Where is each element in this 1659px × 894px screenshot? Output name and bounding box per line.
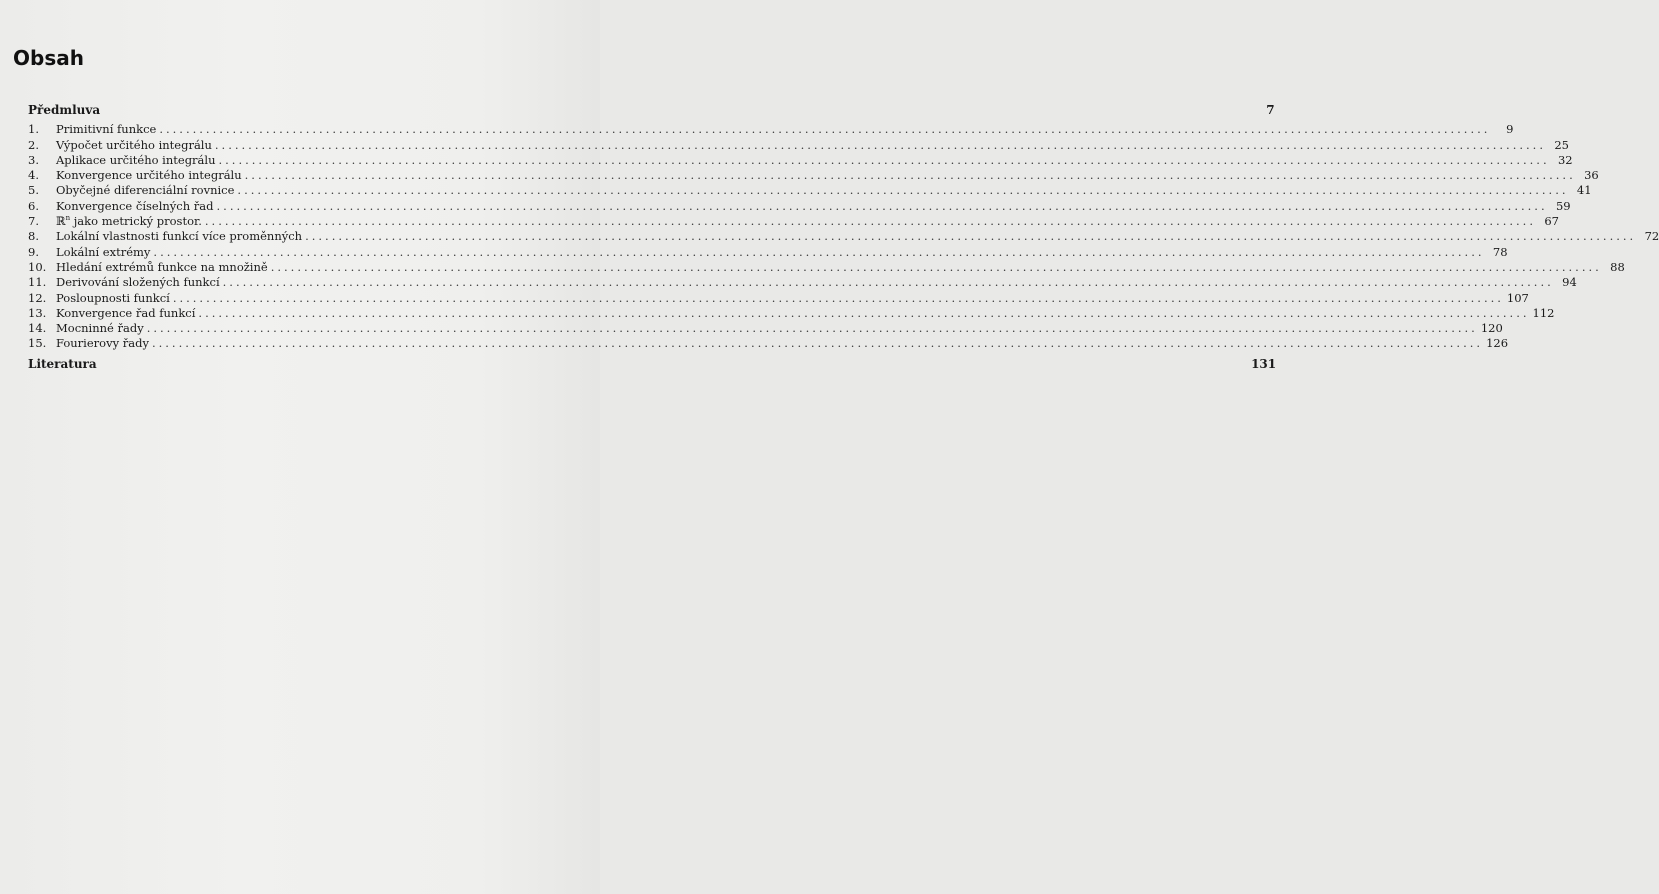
toc-entry-chapter bbox=[28, 229, 1659, 244]
toc-entry-title: Posloupnosti funkcí bbox=[56, 290, 170, 305]
dot-leader: ........................................................................................................................................................................................................ bbox=[216, 198, 1548, 213]
toc-entry-title: Lokální vlastnosti funkcí více proměnných bbox=[56, 229, 303, 244]
toc-entry-number: 11. bbox=[28, 275, 47, 290]
toc-entry-title: Lokální extrémy bbox=[56, 244, 151, 259]
toc-entry-number: 14. bbox=[28, 321, 47, 336]
toc-entry-page: 94 bbox=[1562, 275, 1577, 290]
toc-entry-number: 1. bbox=[28, 122, 39, 137]
toc-entry-literature bbox=[28, 356, 1277, 372]
toc-entry-chapter bbox=[28, 214, 1559, 229]
toc-entry-number: 13. bbox=[28, 305, 47, 320]
dot-leader: ........................................................................................................................................................................................................ bbox=[237, 183, 1569, 198]
toc-entry-page: 120 bbox=[1480, 321, 1503, 336]
toc-entry-page: 107 bbox=[1506, 290, 1529, 305]
toc-entry-title: Obyčejné diferenciální rovnice bbox=[56, 183, 235, 198]
toc-entry-number: 12. bbox=[28, 290, 47, 305]
toc-entry-page: 7 bbox=[1266, 103, 1275, 117]
toc-entry-page: 36 bbox=[1584, 168, 1599, 183]
dot-leader: ........................................................................................................................................................................................................ bbox=[270, 259, 1602, 274]
toc-entry-number: 2. bbox=[28, 137, 39, 152]
toc-entry-chapter bbox=[28, 137, 1569, 153]
toc-entry-page: 32 bbox=[1557, 152, 1573, 167]
toc-entry-chapter bbox=[28, 183, 1592, 198]
toc-entry-chapter bbox=[28, 198, 1571, 214]
table-of-contents bbox=[28, 103, 1659, 372]
page-title: Obsah bbox=[13, 46, 84, 70]
toc-entry-page: 41 bbox=[1576, 183, 1592, 198]
toc-entry-title: Výpočet určitého integrálu bbox=[56, 137, 212, 152]
dot-leader: ........................................................................................................................................................................................................ bbox=[222, 275, 1554, 290]
math-symbol-reals: ℝ bbox=[56, 214, 66, 229]
toc-entry-number: 6. bbox=[28, 198, 39, 213]
toc-entry-chapter bbox=[28, 275, 1577, 290]
toc-entry-number: 7. bbox=[28, 214, 39, 229]
toc-entry-title bbox=[56, 214, 202, 229]
toc-entry-number: 3. bbox=[28, 152, 39, 167]
toc-entry-title: Konvergence určitého integrálu bbox=[56, 168, 242, 183]
toc-entry-title: Předmluva bbox=[28, 103, 101, 117]
toc-entry-number: 5. bbox=[28, 183, 39, 198]
toc-entry-page: 88 bbox=[1610, 259, 1625, 274]
toc-entry-chapter bbox=[28, 290, 1529, 306]
dot-leader: ........................................................................................................................................................................................................ bbox=[198, 305, 1530, 320]
toc-entry-chapter bbox=[28, 244, 1508, 260]
dot-leader: ........................................................................................................................................................................................................ bbox=[151, 336, 1484, 351]
toc-entry-page: 131 bbox=[1251, 356, 1277, 371]
dot-leader: ........................................................................................................................................................................................................ bbox=[153, 244, 1485, 259]
dot-leader: ........................................................................................................................................................................................................ bbox=[204, 214, 1536, 229]
toc-entry-page: 67 bbox=[1544, 214, 1559, 229]
chapter-list bbox=[28, 122, 1659, 351]
toc-entry-page: 112 bbox=[1532, 305, 1555, 320]
dot-leader: ........................................................................................................................................................................................................ bbox=[146, 321, 1478, 336]
toc-entry-number: 10. bbox=[28, 259, 47, 274]
toc-entry-page: 126 bbox=[1486, 336, 1509, 351]
toc-entry-title: Mocninné řady bbox=[56, 321, 144, 336]
dot-leader: ........................................................................................................................................................................................................ bbox=[218, 152, 1550, 167]
toc-entry-title: Konvergence řad funkcí bbox=[56, 305, 196, 320]
toc-entry-chapter bbox=[28, 321, 1503, 336]
toc-entry-chapter bbox=[28, 305, 1555, 321]
math-superscript: n bbox=[65, 214, 71, 223]
dot-leader: ........................................................................................................................................................................................................ bbox=[305, 229, 1637, 244]
toc-entry-page: 25 bbox=[1554, 137, 1569, 152]
toc-entry-title: Aplikace určitého integrálu bbox=[56, 152, 216, 167]
toc-entry-preface bbox=[28, 103, 1275, 118]
toc-entry-title: Literatura bbox=[28, 356, 97, 371]
toc-entry-number: 15. bbox=[28, 336, 47, 351]
toc-entry-chapter bbox=[28, 122, 1514, 137]
toc-entry-page: 9 bbox=[1506, 122, 1514, 137]
toc-entry-chapter bbox=[28, 168, 1599, 183]
toc-entry-title-rest: jako metrický prostor. bbox=[70, 214, 202, 229]
toc-entry-title: Hledání extrémů funkce na množině bbox=[56, 259, 268, 274]
toc-entry-chapter bbox=[28, 152, 1573, 168]
toc-entry-title: Derivování složených funkcí bbox=[56, 275, 220, 290]
toc-entry-number: 8. bbox=[28, 229, 39, 244]
dot-leader: ........................................................................................................................................................................................................ bbox=[244, 168, 1576, 183]
toc-entry-page: 59 bbox=[1555, 198, 1571, 213]
toc-entry-page: 72 bbox=[1644, 229, 1659, 244]
toc-entry-number: 9. bbox=[28, 244, 39, 259]
toc-entry-page: 78 bbox=[1492, 244, 1508, 259]
dot-leader: ........................................................................................................................................................................................................ bbox=[159, 122, 1491, 137]
toc-entry-title: Konvergence číselných řad bbox=[56, 198, 214, 213]
toc-entry-title: Primitivní funkce bbox=[56, 122, 157, 137]
dot-leader: ........................................................................................................................................................................................................ bbox=[172, 290, 1504, 305]
toc-entry-chapter bbox=[28, 259, 1625, 275]
toc-entry-title: Fourierovy řady bbox=[56, 336, 149, 351]
toc-entry-chapter bbox=[28, 336, 1509, 351]
dot-leader: ........................................................................................................................................................................................................ bbox=[214, 137, 1546, 152]
toc-entry-number: 4. bbox=[28, 168, 39, 183]
